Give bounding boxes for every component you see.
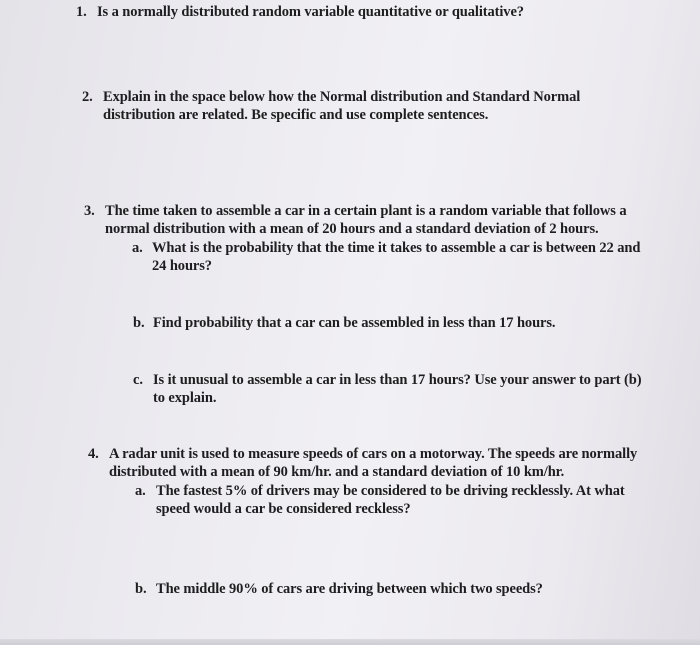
question-3a-text-line-1: What is the probability that the time it takes to assemble a car is between 22 and bbox=[152, 240, 641, 256]
question-2-number: 2. bbox=[82, 89, 93, 105]
question-3c-text-line-2: to explain. bbox=[153, 390, 217, 406]
question-4-text-line-1: A radar unit is used to measure speeds of cars on a motorway. The speeds are normally bbox=[109, 446, 638, 462]
question-2-text-line-2: distribution are related. Be specific and use complete sentences. bbox=[103, 107, 489, 123]
question-3-text-line-1: The time taken to assemble a car in a certain plant is a random variable that follows a bbox=[105, 203, 627, 219]
question-3-text-line-2: normal distribution with a mean of 20 hours and a standard deviation of 2 hours. bbox=[105, 221, 599, 237]
question-3b-letter: b. bbox=[133, 315, 145, 331]
question-3b-text: Find probability that a car can be assembled in less than 17 hours. bbox=[153, 315, 556, 331]
question-3a-letter: a. bbox=[132, 240, 143, 256]
question-4-number: 4. bbox=[88, 446, 99, 462]
question-3c-text-line-1: Is it unusual to assemble a car in less than 17 hours? Use your answer to part (b) bbox=[153, 372, 642, 388]
question-4a-text-line-2: speed would a car be considered reckless? bbox=[156, 501, 411, 517]
question-4-text-line-2: distributed with a mean of 90 km/hr. and a standard deviation of 10 km/hr. bbox=[109, 464, 565, 480]
question-3a-text-line-2: 24 hours? bbox=[152, 258, 212, 274]
question-3-number: 3. bbox=[84, 203, 95, 219]
question-1-text: Is a normally distributed random variable quantitative or qualitative? bbox=[97, 4, 524, 20]
question-4b-text: The middle 90% of cars are driving between which two speeds? bbox=[156, 581, 543, 597]
question-4a-text-line-1: The fastest 5% of drivers may be considered to be driving recklessly. At what bbox=[156, 483, 625, 499]
question-4b-letter: b. bbox=[135, 581, 147, 597]
question-4a-letter: a. bbox=[135, 483, 146, 499]
page-bottom-edge bbox=[0, 639, 700, 645]
question-1-number: 1. bbox=[76, 4, 87, 20]
question-3c-letter: c. bbox=[133, 372, 143, 388]
question-2-text-line-1: Explain in the space below how the Normal distribution and Standard Normal bbox=[103, 89, 581, 105]
